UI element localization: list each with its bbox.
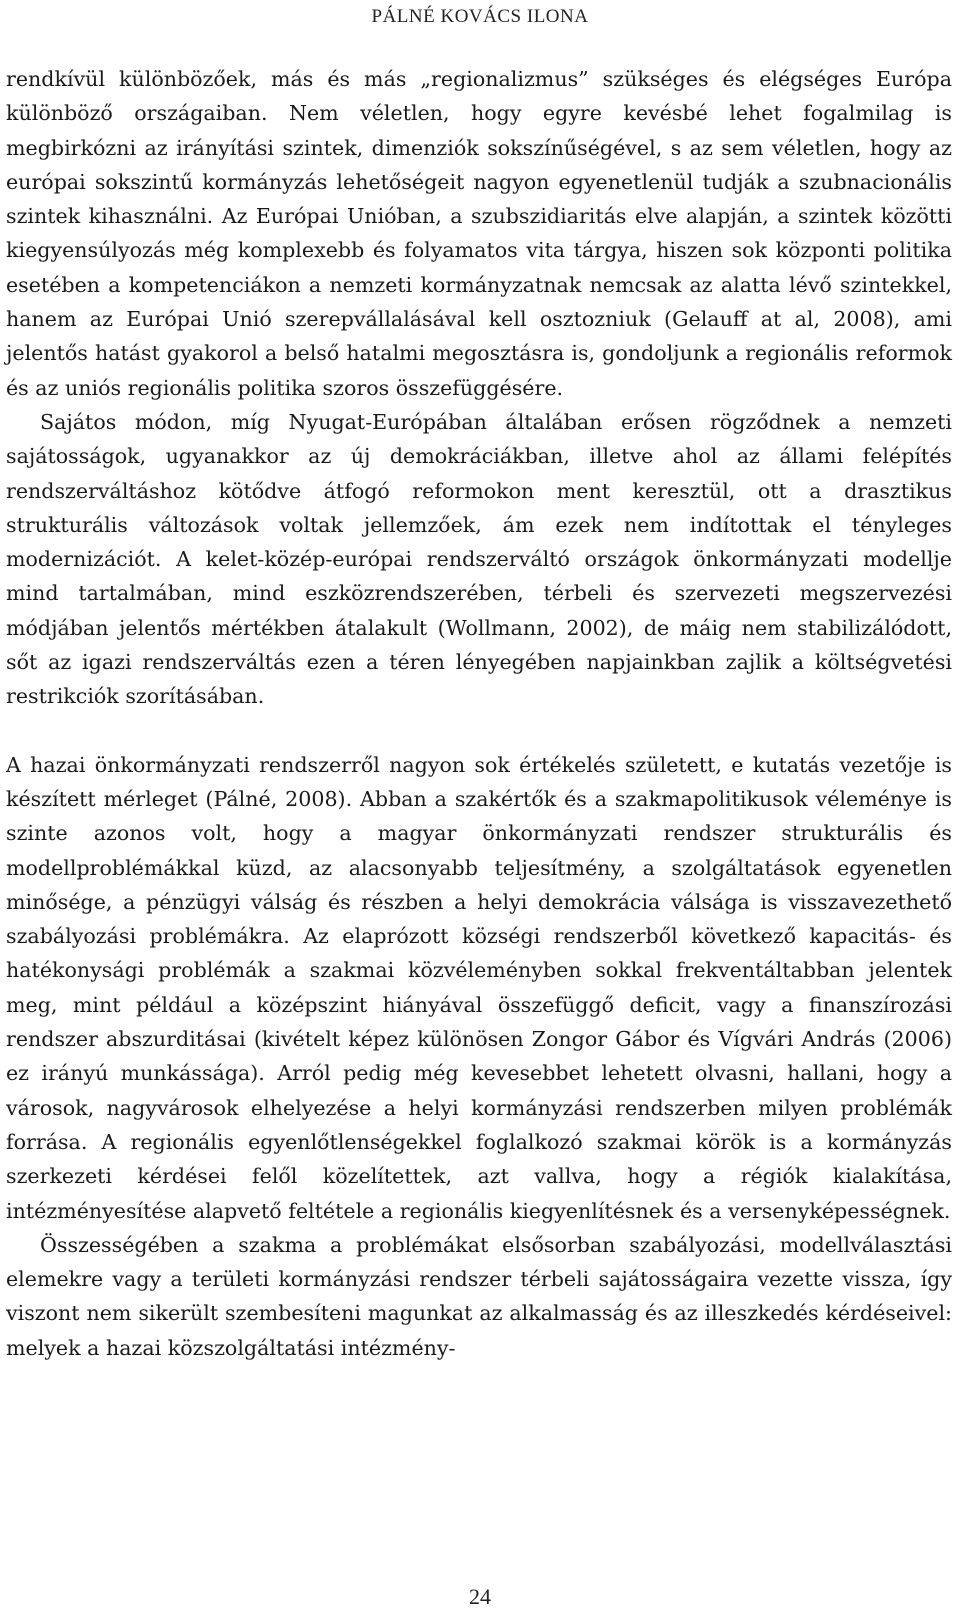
paragraph-summary: Összességében a szakma a problémákat elsősorban szabályozási, modellválasztási elemekre vagy a területi kormányzási rendszer térbeli sajátosságaira vezette vissza, így viszont nem sikerült szembesíteni magunkat az alkalmasság és az illeszkedés kérdéseivel: melyek a hazai közszolgáltatási intézmény- [6,1232,952,1360]
running-head: PÁLNÉ KOVÁCS ILONA [371,6,589,27]
paragraph-hungarian-local-government: A hazai önkormányzati rendszerről nagyon sok értékelés született, e kutatás vezetője is készített mérleget (Pálné, 2008). Abban a szakértők és a szakmapolitikusok véleménye is szinte azonos volt, hogy a magyar önkormányzati rendszer strukturális és modellproblémákkal küzd, az alacsonyabb teljesítmény, a szolgáltatások egyenetlen minősége, a pénzügyi válság és részben a helyi demokrácia válsága is visszavezethető szabályozási problémákra. Az elaprózott községi rendszerből következő kapacitás- és hatékonysági problémák a szakmai közvéleményben sokkal frekventáltabban jelentek meg, mint például a középszint hiányával összefüggő deficit, vagy a finanszírozási rendszer abszurditásai (kivételt képez különösen Zongor Gábor és Vígvári András (2006) ez irányú munkássága). Arról pedig még kevesebbet lehetett olvasni, hallani, hogy a városok, nagyvárosok elhelyezése a helyi kormányzási rendszerben milyen problémák forrása. A regionális egyenlőtlenségekkel foglalkozó szakmai körök is a kormányzás szerkezeti kérdései felől közelítettek, azt vallva, hogy a régiók kialakítása, intézményesítése alapvető feltétele a regionális kiegyenlítésnek és a versenyképességnek. [6,752,952,1223]
paragraph-continuation: rendkívül különbözőek, más és más „regionalizmus” szükséges és elégséges Európa különböző országaiban. Nem véletlen, hogy egyre kevésbé lehet fogalmilag is megbirkózni az irányítási szintek, dimenziók sokszínűségével, s az sem véletlen, hogy az európai sokszintű kormányzás lehetőségeit nagyon egyenetlenül tudják a szubnacionális szintek kihasználni. Az Európai Unióban, a szubszidiaritás elve alapján, a szintek közötti kiegyensúlyozás még komplexebb és folyamatos vita tárgya, hiszen sok központi politika esetében a kompetenciákon a nemzeti kormányzatnak nemcsak az alatta lévő szintekkel, hanem az Európai Unió szerepvállalásával kell osztozniuk (Gelauff at al, 2008), ami jelentős hatást gyakorol a belső hatalmi megosztásra is, gondoljunk a regionális reformok és az uniós regionális politika szoros összefüggésére. [6,67,952,400]
body-text [6,62,952,1365]
page-number: 24 [469,1584,491,1609]
paragraph-east-central-europe: Sajátos módon, míg Nyugat-Európában általában erősen rögződnek a nemzeti sajátosságok, ugyanakkor az új demokráciákban, illetve ahol az állami felépítés rendszerváltáshoz kötődve átfogó reformokon ment keresztül, ott a drasztikus strukturális változások voltak jellemzőek, ám ezek nem indítottak el tényleges modernizációt. A kelet-közép-európai rendszerváltó országok önkormányzati modellje mind tartalmában, mind eszközrendszerében, térbeli és szervezeti megszervezési módjában jelentős mértékben átalakult (Wollmann, 2002), de máig nem stabilizálódott, sőt az igazi rendszerváltás ezen a téren lényegében napjainkban zajlik a költségvetési restrikciók szorításában. [6,409,952,709]
